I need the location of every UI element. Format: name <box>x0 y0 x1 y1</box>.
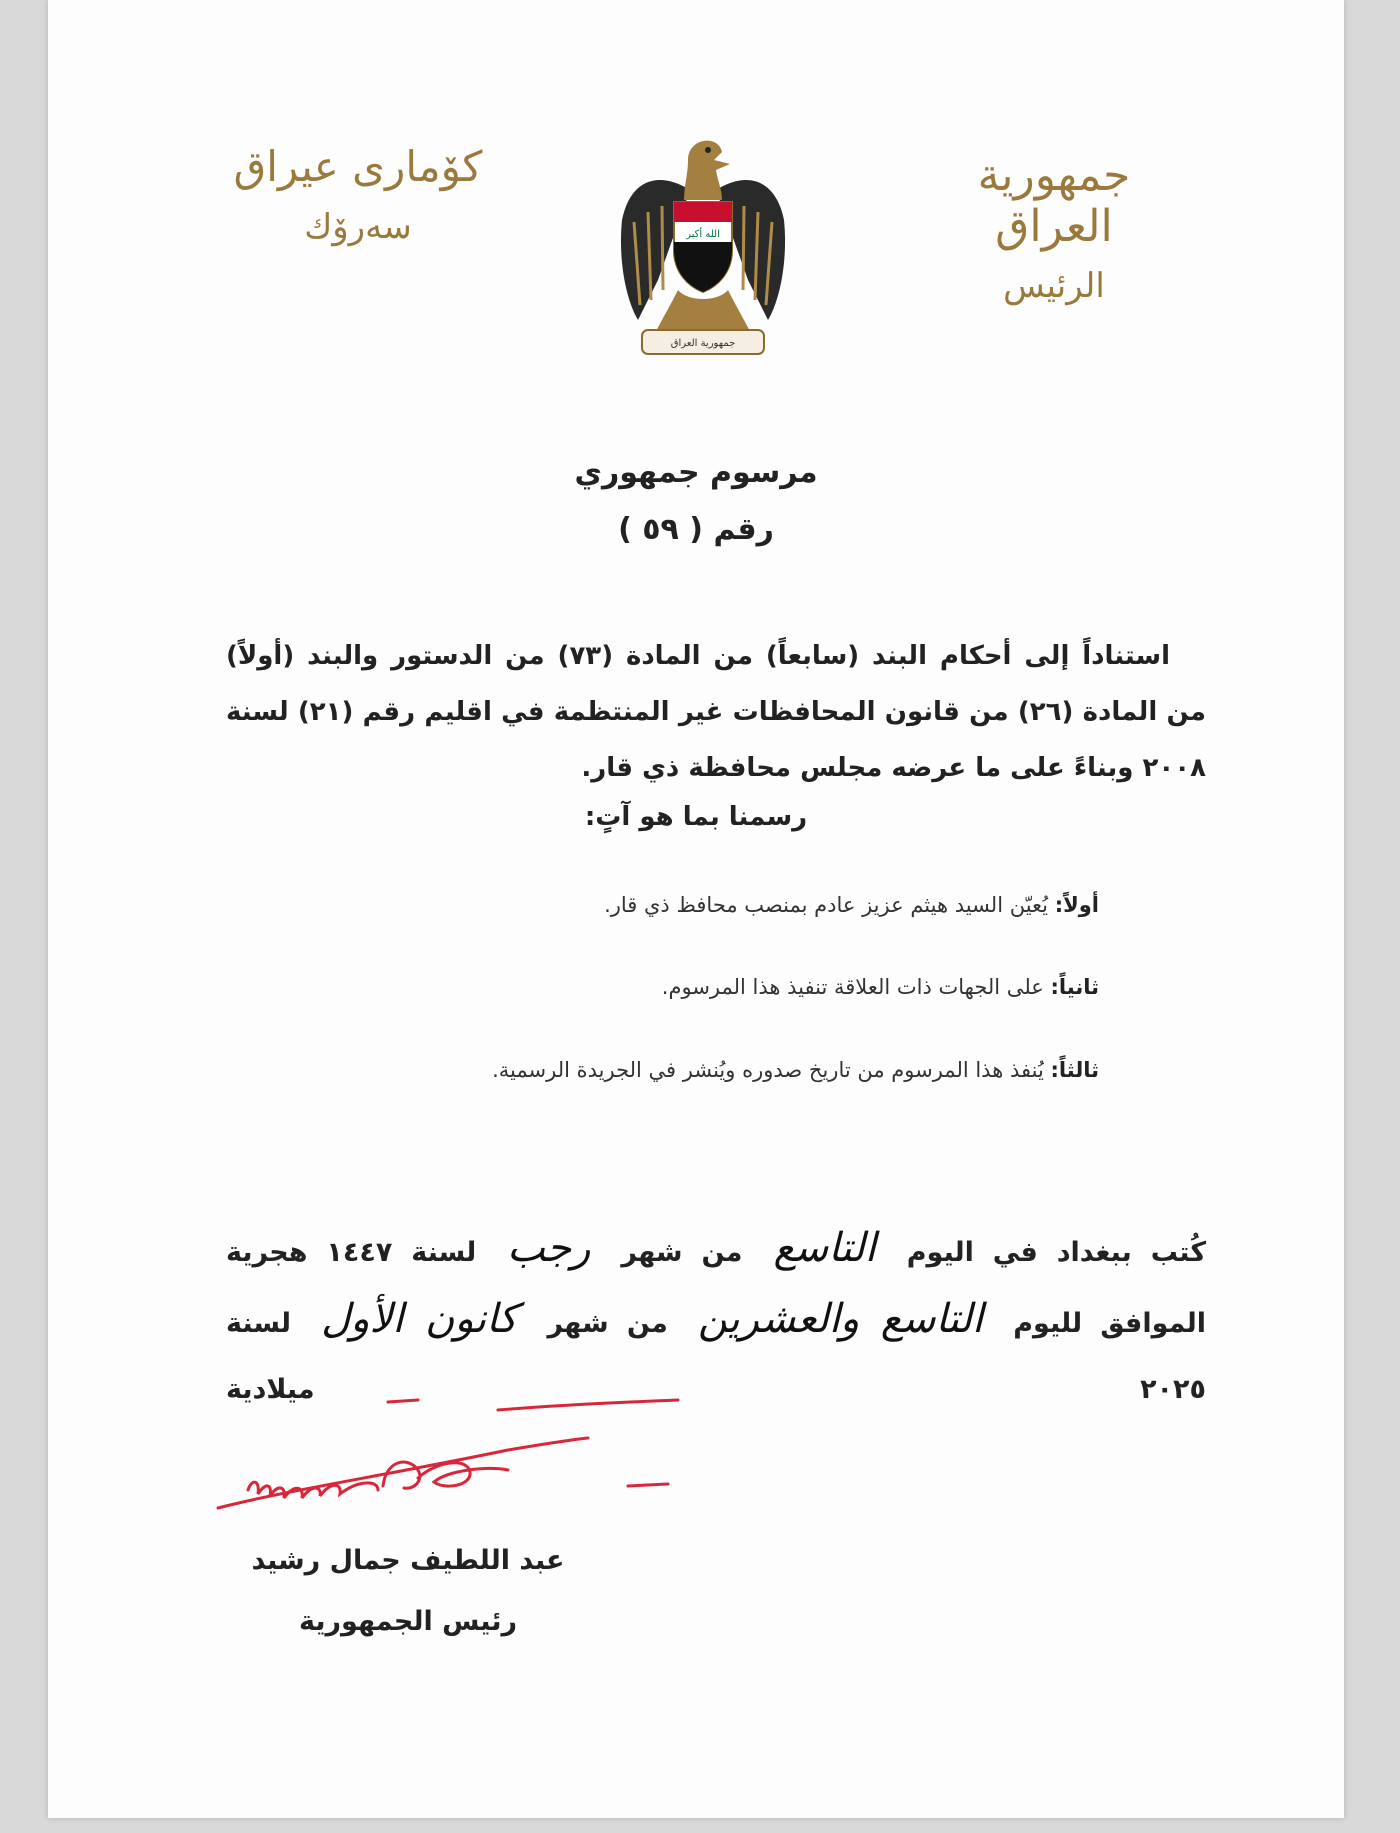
emblem-flag-text: الله أكبر <box>686 229 720 240</box>
decree-title: مرسوم جمهوري <box>574 455 818 490</box>
header-arabic-office: الرئيس <box>1003 266 1105 306</box>
preamble-text: استناداً إلى أحكام البند (سابعاً) من المادة (٧٣) من الدستور والبند (أولاً) من المادة (٢٦) من قانون المحافظات غير المنتظمة في اقليم رقم (٢١) لسنة ٢٠٠٨ وبناءً على ما عرضه مجلس محافظة ذي قار. <box>226 641 1206 783</box>
header-arabic <box>914 150 1194 306</box>
date-text: من شهر <box>621 1237 743 1268</box>
date-hijri-line <box>226 1215 1206 1286</box>
header-kurdish-country: كۆماری عیراق <box>233 142 483 191</box>
item-label: ثالثاً: <box>1050 1058 1099 1082</box>
item-text: يُعيّن السيد هيثم عزيز عادم بمنصب محافظ ذي قار. <box>604 893 1049 917</box>
date-handwritten-month: كانون الأول <box>321 1296 518 1342</box>
signer-block <box>243 1545 573 1637</box>
header-kurdish <box>193 142 523 247</box>
date-text: من شهر <box>547 1308 668 1339</box>
date-handwritten-day: التاسع <box>773 1225 876 1271</box>
item-text: على الجهات ذات العلاقة تنفيذ هذا المرسوم. <box>661 975 1044 999</box>
decree-preamble <box>226 628 1206 796</box>
decree-heading <box>48 455 1344 547</box>
date-handwritten-day: التاسع والعشرين <box>698 1296 984 1342</box>
item-label: أولاً: <box>1054 893 1099 917</box>
decree-number: رقم ( ٥٩ ) <box>618 512 774 547</box>
header-kurdish-office: سەرۆك <box>304 207 412 247</box>
date-text: لسنة ٢٠٢٥ ميلادية <box>226 1308 1206 1405</box>
signature-icon <box>208 1390 708 1520</box>
item-text: يُنفذ هذا المرسوم من تاريخ صدوره ويُنشر في الجريدة الرسمية. <box>492 1058 1044 1082</box>
emblem-scroll-text: جمهورية العراق <box>670 338 736 349</box>
decree-item-second <box>199 975 1099 999</box>
decree-item-third <box>199 1058 1099 1082</box>
ordained-line: رسمنا بما هو آتٍ: <box>584 802 808 832</box>
iraq-eagle-emblem-icon <box>618 130 788 360</box>
header-arabic-country: جمهورية العراق <box>977 150 1131 252</box>
item-label: ثانياً: <box>1050 975 1099 999</box>
signer-title: رئيس الجمهورية <box>298 1606 518 1637</box>
signer-name: عبد اللطيف جمال رشيد <box>251 1545 565 1576</box>
decree-item-first <box>199 893 1099 917</box>
date-handwritten-month: رجب <box>507 1225 591 1271</box>
date-text: لسنة ١٤٤٧ هجرية <box>226 1237 477 1268</box>
date-text: الموافق لليوم <box>1013 1308 1207 1339</box>
date-text: كُتب ببغداد في اليوم <box>906 1237 1207 1268</box>
decree-page <box>48 0 1344 1818</box>
